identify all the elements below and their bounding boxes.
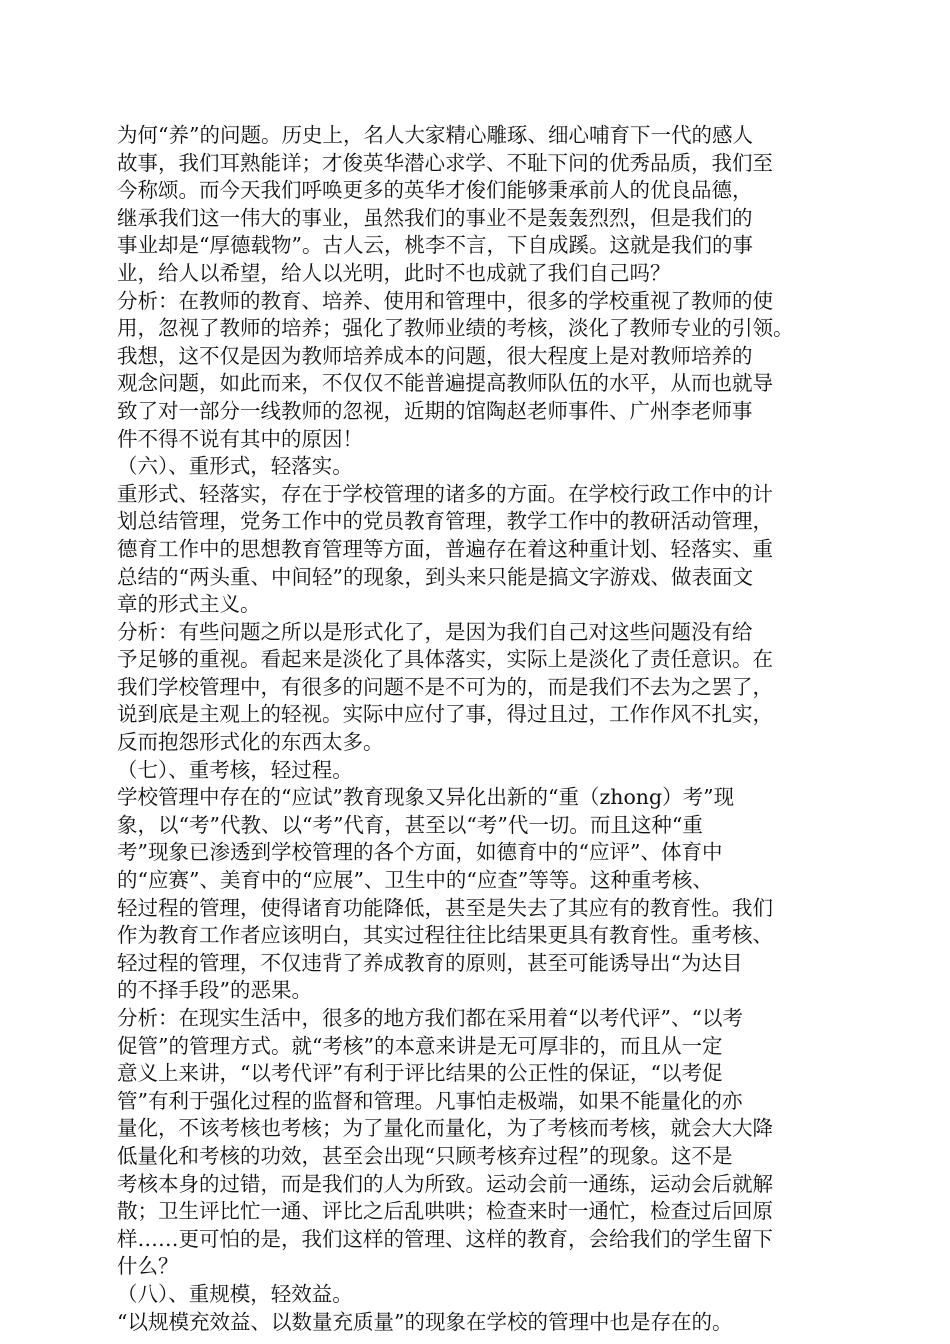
section-heading: （八）、重规模，轻效益。 [117, 1281, 353, 1306]
text-line: 我想，这不仅是因为教师培养成本的问题，很大程度上是对教师培养的 [117, 343, 753, 368]
text-line: 促管”的管理方式。就“考核”的本意来讲是无可厚非的，而且从一定 [117, 1033, 723, 1058]
text-line: 观念问题，如此而来，不仅仅不能普遍提高教师队伍的水平，从而也就导 [117, 371, 773, 396]
text-line: 什么？ [117, 1254, 179, 1279]
text-line: 说到底是主观上的轻视。实际中应付了事，得过且过，工作作风不扎实， [117, 702, 773, 727]
text-line: 划总结管理，党务工作中的党员教育管理，教学工作中的教研活动管理， [117, 509, 773, 534]
text-line: 意义上来讲，“以考代评”有利于评比结果的公正性的保证，“以考促 [117, 1061, 723, 1086]
text-line: 继承我们这一伟大的事业，虽然我们的事业不是轰轰烈烈，但是我们的 [117, 205, 753, 230]
text-line: 量化，不该考核也考核；为了量化而量化，为了考核而考核，就会大大降 [117, 1116, 773, 1141]
text-line: 事业却是“厚德载物”。古人云，桃李不言，下自成蹊。这就是我们的事 [117, 233, 753, 258]
text-line: 作为教育工作者应该明白，其实过程往往比结果更具有教育性。重考核、 [117, 923, 773, 948]
section-heading: （六）、重形式，轻落实。 [117, 454, 353, 479]
text-line: 分析：在现实生活中，很多的地方我们都在采用着“以考代评”、“以考 [117, 1006, 743, 1030]
text-line: 轻过程的管理，不仅违背了养成教育的原则，甚至可能诱导出“为达目 [117, 950, 743, 975]
text-line: 的不择手段”的恶果。 [117, 978, 312, 1003]
text-line: 业，给人以希望，给人以光明，此时不也成就了我们自己吗？ [117, 260, 671, 285]
text-line: 德育工作中的思想教育管理等方面，普遍存在着这种重计划、轻落实、重 [117, 536, 773, 561]
text-line: 低量化和考核的功效，甚至会出现“只顾考核弃过程”的现象。这不是 [117, 1143, 733, 1168]
text-line: 重形式、轻落实，存在于学校管理的诸多的方面。在学校行政工作中的计 [117, 481, 773, 506]
text-line: 的“应赛”、美育中的“应展”、卫生中的“应查”等等。这种重考核、 [117, 868, 713, 893]
text-line: 故事，我们耳熟能详；才俊英华潜心求学、不耻下问的优秀品质，我们至 [117, 150, 773, 175]
text-line: 用，忽视了教师的培养；强化了教师业绩的考核，淡化了教师专业的引领。 [117, 316, 794, 341]
text-line: 考核本身的过错，而是我们的人为所致。运动会前一通练，运动会后就解 [117, 1171, 773, 1196]
text-line: 予足够的重视。看起来是淡化了具体落实，实际上是淡化了责任意识。在 [117, 647, 773, 672]
text-line: 致了对一部分一线教师的忽视，近期的馆陶赵老师事件、广州李老师事 [117, 398, 753, 423]
text-line: 件不得不说有其中的原因！ [117, 426, 363, 451]
text-line: 散；卫生评比忙一通、评比之后乱哄哄；检查来时一通忙，检查过后回原 [117, 1199, 773, 1224]
text-line: 为何“养”的问题。历史上，名人大家精心雕琢、细心哺育下一代的感人 [117, 123, 753, 147]
text-line: 今称颂。而今天我们呼唤更多的英华才俊们能够秉承前人的优良品德， [117, 178, 753, 203]
text-line: 样……更可怕的是，我们这样的管理、这样的教育，会给我们的学生留下 [117, 1226, 773, 1251]
section-heading: （七）、重考核，轻过程。 [117, 757, 353, 782]
text-line: 我们学校管理中，有很多的问题不是不可为的，而是我们不去为之罢了， [117, 674, 773, 699]
text-line: 反而抱怨形式化的东西太多。 [117, 730, 384, 755]
text-line: 章的形式主义。 [117, 592, 261, 617]
text-line: 学校管理中存在的“应试”教育现象又异化出新的“重（zhong）考”现 [117, 785, 735, 810]
text-line: 考”现象已渗透到学校管理的各个方面，如德育中的“应评”、体育中 [117, 840, 723, 865]
text-line: 管”有利于强化过程的监督和管理。凡事怕走极端，如果不能量化的亦 [117, 1088, 743, 1113]
text-line: 分析：有些问题之所以是形式化了，是因为我们自己对这些问题没有给 [117, 619, 753, 644]
text-line: “以规模充效益、以数量充质量”的现象在学校的管理中也是存在的。 [117, 1309, 733, 1334]
text-line: 分析：在教师的教育、培养、使用和管理中，很多的学校重视了教师的使 [117, 288, 773, 313]
text-line: 象，以“考”代教、以“考”代育，甚至以“考”代一切。而且这种“重 [117, 812, 703, 837]
text-line: 总结的“两头重、中间轻”的现象，到头来只能是搞文字游戏、做表面文 [117, 564, 753, 589]
text-line: 轻过程的管理，使得诸育功能降低，甚至是失去了其应有的教育性。我们 [117, 895, 773, 920]
document-page [117, 122, 817, 1336]
